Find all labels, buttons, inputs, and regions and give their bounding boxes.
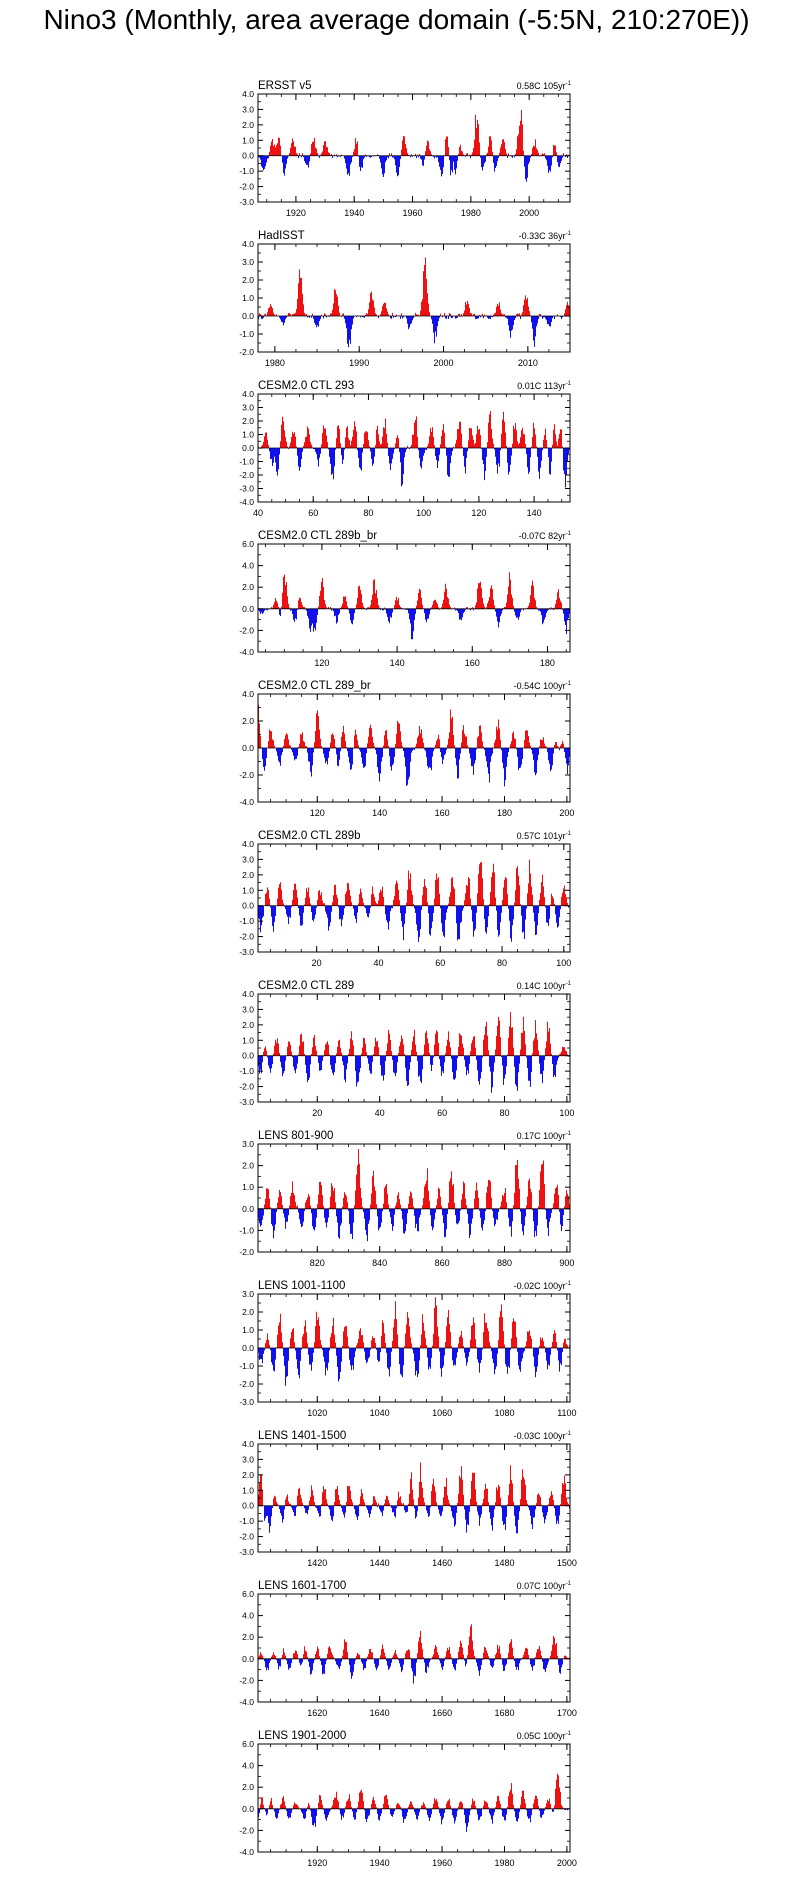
negative-bars xyxy=(258,906,569,942)
y-tick-label: -1.0 xyxy=(239,1066,254,1077)
negative-bars xyxy=(261,748,570,786)
trend-value: 0.14C 100yr xyxy=(516,981,566,991)
x-tick-label: 80 xyxy=(497,958,508,968)
x-tick-label: 100 xyxy=(559,1108,575,1118)
trend-exponent: -1 xyxy=(565,1281,571,1287)
y-tick-label: 4.0 xyxy=(242,689,254,699)
y-tick-label: -2.0 xyxy=(239,931,254,942)
y-tick-label: -2.0 xyxy=(239,1379,254,1389)
panel-title: LENS 1001-1100 xyxy=(258,1280,346,1292)
trend-exponent: -1 xyxy=(565,1431,571,1437)
y-tick-label: 3.0 xyxy=(242,1004,254,1015)
trend-exponent: -1 xyxy=(565,681,571,687)
plot-frame xyxy=(258,844,570,952)
positive-anomaly-bars xyxy=(263,1012,568,1056)
negative-anomaly-bars xyxy=(264,1659,563,1684)
y-tick-label: 6.0 xyxy=(242,1589,254,1599)
x-tick-label: 1440 xyxy=(369,1558,390,1568)
x-tick-label: 120 xyxy=(471,508,487,518)
negative-anomaly-bars xyxy=(258,316,564,347)
positive-anomaly-bars xyxy=(271,572,562,609)
negative-anomaly-bars xyxy=(258,1348,569,1386)
y-tick-label: -2.0 xyxy=(239,770,254,780)
x-tick-label: 1940 xyxy=(369,1858,390,1868)
y-tick-label: -4.0 xyxy=(239,797,254,807)
y-tick-label: 0.0 xyxy=(242,443,254,453)
chart-panel xyxy=(0,830,793,978)
y-tick-label: 2.0 xyxy=(242,275,254,285)
x-tick-label: 1660 xyxy=(432,1708,453,1718)
x-tick-label: 2000 xyxy=(519,208,540,218)
y-tick-label: 1.0 xyxy=(242,429,254,440)
x-tick-label: 1500 xyxy=(556,1558,577,1568)
x-tick-label: 20 xyxy=(311,958,322,968)
x-tick-label: 1960 xyxy=(432,1858,453,1868)
chart-svg xyxy=(0,1730,793,1878)
chart-svg xyxy=(0,1430,793,1578)
positive-bars xyxy=(269,110,569,156)
y-tick-label: -1.0 xyxy=(239,1225,254,1236)
chart-panel xyxy=(0,1130,793,1278)
x-tick-label: 1700 xyxy=(556,1708,577,1718)
y-tick-label: -3.0 xyxy=(239,1097,254,1107)
positive-anomaly-bars xyxy=(269,110,569,156)
negative-anomaly-bars xyxy=(258,156,570,182)
x-tick-label: 140 xyxy=(389,658,405,668)
negative-bars xyxy=(258,1809,569,1832)
chart-panel xyxy=(0,530,793,678)
negative-bars xyxy=(258,316,564,347)
x-tick-label: 100 xyxy=(416,508,432,518)
y-tick-label: -3.0 xyxy=(239,947,254,957)
negative-bars xyxy=(258,1348,569,1386)
y-tick-label: 2.0 xyxy=(242,416,254,426)
y-tick-label: 4.0 xyxy=(242,560,254,571)
x-tick-label: 20 xyxy=(312,1108,323,1118)
panel-title: CESM2.0 CTL 293 xyxy=(258,380,355,392)
x-tick-label: 1460 xyxy=(432,1558,453,1568)
trend-exponent: -1 xyxy=(565,531,571,537)
chart-svg xyxy=(0,80,793,228)
positive-anomaly-bars xyxy=(260,1774,570,1809)
chart-svg xyxy=(0,230,793,378)
y-tick-label: -4.0 xyxy=(239,497,254,507)
chart-svg xyxy=(0,1130,793,1278)
y-tick-label: 1.0 xyxy=(242,885,254,896)
trend-exponent: -1 xyxy=(565,1581,571,1587)
negative-anomaly-bars xyxy=(258,609,570,640)
panel-title: LENS 1901-2000 xyxy=(258,1730,347,1742)
positive-bars xyxy=(258,1463,569,1506)
trend-exponent: -1 xyxy=(565,81,571,87)
panel-title: LENS 801-900 xyxy=(258,1130,334,1142)
y-tick-label: 1.0 xyxy=(242,293,254,303)
trend-value: -0.03C 100yr xyxy=(513,1431,566,1441)
plot-frame xyxy=(258,544,570,652)
x-tick-label: 860 xyxy=(434,1258,450,1268)
chart-svg xyxy=(0,530,793,678)
x-tick-label: 160 xyxy=(434,808,450,818)
y-tick-label: 4.0 xyxy=(242,839,254,849)
y-tick-label: 2.0 xyxy=(242,1469,254,1480)
y-tick-label: 0.0 xyxy=(242,1653,254,1664)
y-tick-label: -3.0 xyxy=(239,197,254,207)
y-tick-label: 0.0 xyxy=(242,1500,254,1511)
chart-panel xyxy=(0,230,793,378)
y-tick-label: -1.0 xyxy=(239,329,254,339)
positive-anomaly-bars xyxy=(258,411,563,448)
trend-exponent: -1 xyxy=(565,1131,571,1137)
panel-title: LENS 1401-1500 xyxy=(258,1430,347,1442)
x-tick-label: 180 xyxy=(496,808,512,818)
y-tick-label: -1.0 xyxy=(239,1361,254,1371)
positive-bars xyxy=(264,1149,570,1209)
y-tick-label: 2.0 xyxy=(242,1307,254,1317)
x-tick-label: 1920 xyxy=(285,208,306,218)
x-tick-label: 880 xyxy=(496,1258,512,1268)
negative-anomaly-bars xyxy=(258,1056,570,1093)
y-tick-label: 3.0 xyxy=(242,1139,254,1149)
y-tick-label: -3.0 xyxy=(239,483,254,494)
chart-svg xyxy=(0,1280,793,1428)
y-tick-label: 1.0 xyxy=(242,1325,254,1335)
panel-title: CESM2.0 CTL 289_br xyxy=(258,680,371,692)
positive-anomaly-bars xyxy=(259,258,570,317)
y-tick-label: 0.0 xyxy=(242,150,254,161)
panel-title: ERSST v5 xyxy=(258,80,312,92)
x-tick-label: 1680 xyxy=(494,1708,515,1718)
trend-exponent: -1 xyxy=(565,831,571,837)
negative-anomaly-bars xyxy=(261,748,570,786)
y-tick-label: 0.0 xyxy=(242,1803,254,1814)
y-tick-label: 2.0 xyxy=(242,1782,254,1793)
y-tick-label: 0.0 xyxy=(242,1343,254,1353)
x-tick-label: 140 xyxy=(526,508,542,518)
x-tick-label: 1980 xyxy=(494,1858,515,1868)
negative-bars xyxy=(264,1659,563,1684)
x-tick-label: 840 xyxy=(372,1258,388,1268)
panel-title: CESM2.0 CTL 289b_br xyxy=(258,530,378,542)
negative-bars xyxy=(258,609,570,640)
y-tick-label: -2.0 xyxy=(239,1531,254,1542)
positive-anomaly-bars xyxy=(258,705,564,748)
x-tick-label: 1480 xyxy=(494,1558,515,1568)
plot-frame xyxy=(258,244,570,352)
chart-panel xyxy=(0,80,793,228)
y-tick-label: 0.0 xyxy=(242,743,254,753)
positive-bars xyxy=(264,860,570,906)
y-tick-label: -2.0 xyxy=(239,470,254,480)
chart-svg xyxy=(0,1580,793,1728)
x-tick-label: 140 xyxy=(372,808,388,818)
y-tick-label: 3.0 xyxy=(242,104,254,115)
x-tick-label: 60 xyxy=(308,508,319,518)
negative-anomaly-bars xyxy=(260,448,570,488)
x-tick-label: 160 xyxy=(464,658,480,668)
x-tick-label: 100 xyxy=(556,958,572,968)
trend-value: -0.07C 82yr xyxy=(518,531,566,541)
x-tick-label: 1940 xyxy=(344,208,365,218)
chart-svg xyxy=(0,830,793,978)
chart-panel xyxy=(0,380,793,528)
x-tick-label: 1040 xyxy=(369,1408,390,1418)
y-tick-label: 2.0 xyxy=(242,582,254,593)
y-tick-label: 2.0 xyxy=(242,119,254,130)
x-tick-label: 60 xyxy=(435,958,446,968)
positive-anomaly-bars xyxy=(258,1463,569,1506)
y-tick-label: 0.0 xyxy=(242,900,254,911)
x-tick-label: 80 xyxy=(499,1108,510,1118)
y-tick-label: -2.0 xyxy=(239,1675,254,1686)
y-tick-label: 6.0 xyxy=(242,539,254,549)
x-tick-label: 2000 xyxy=(556,1858,577,1868)
x-tick-label: 1960 xyxy=(402,208,423,218)
y-tick-label: 0.0 xyxy=(242,311,254,321)
y-tick-label: 4.0 xyxy=(242,239,254,249)
x-tick-label: 900 xyxy=(559,1258,575,1268)
panel-title: CESM2.0 CTL 289 xyxy=(258,980,355,992)
panel-title: LENS 1601-1700 xyxy=(258,1580,347,1592)
y-tick-label: 1.0 xyxy=(242,1485,254,1496)
x-tick-label: 1080 xyxy=(494,1408,515,1418)
trend-value: 0.57C 101yr xyxy=(516,831,566,841)
x-tick-label: 1640 xyxy=(369,1708,390,1718)
chart-panel xyxy=(0,1730,793,1878)
chart-panel xyxy=(0,680,793,828)
negative-bars xyxy=(258,1209,564,1241)
y-tick-label: 2.0 xyxy=(242,869,254,880)
y-tick-label: -2.0 xyxy=(239,625,254,636)
x-tick-label: 1100 xyxy=(557,1408,577,1418)
panel-title: CESM2.0 CTL 289b xyxy=(258,830,361,842)
y-tick-label: 4.0 xyxy=(242,989,254,999)
trend-exponent: -1 xyxy=(565,381,571,387)
chart-panel xyxy=(0,1430,793,1578)
y-tick-label: -2.0 xyxy=(239,347,254,357)
negative-anomaly-bars xyxy=(264,1506,570,1534)
y-tick-label: -2.0 xyxy=(239,1081,254,1092)
y-tick-label: 2.0 xyxy=(242,716,254,726)
plot-frame xyxy=(258,1144,570,1252)
x-tick-label: 40 xyxy=(373,958,384,968)
y-tick-label: -1.0 xyxy=(239,1516,254,1527)
y-tick-label: 4.0 xyxy=(242,1760,254,1771)
positive-anomaly-bars xyxy=(258,1624,570,1659)
y-tick-label: 3.0 xyxy=(242,402,254,413)
plot-frame xyxy=(258,94,570,202)
positive-bars xyxy=(258,705,564,748)
y-tick-label: 4.0 xyxy=(242,89,254,99)
trend-value: 0.58C 105yr xyxy=(516,81,566,91)
y-tick-label: -4.0 xyxy=(239,647,254,657)
y-tick-label: 4.0 xyxy=(242,1439,254,1449)
positive-bars xyxy=(263,1012,568,1056)
chart-panel xyxy=(0,1580,793,1728)
positive-bars xyxy=(265,1297,570,1348)
y-tick-label: -2.0 xyxy=(239,1825,254,1836)
chart-svg xyxy=(0,980,793,1128)
page-title: Nino3 (Monthly, area average domain (-5:5N, 210:270E)) xyxy=(43,4,750,35)
positive-bars xyxy=(258,411,563,448)
negative-bars xyxy=(260,448,570,488)
trend-value: -0.54C 100yr xyxy=(513,681,566,691)
positive-bars xyxy=(258,1624,570,1659)
y-tick-label: -4.0 xyxy=(239,1697,254,1707)
x-tick-label: 2010 xyxy=(517,358,538,368)
trend-value: -0.33C 36yr xyxy=(518,231,566,241)
x-tick-label: 2000 xyxy=(433,358,454,368)
positive-bars xyxy=(271,572,562,609)
x-tick-label: 80 xyxy=(363,508,374,518)
y-tick-label: -2.0 xyxy=(239,181,254,192)
chart-svg xyxy=(0,380,793,528)
y-tick-label: 6.0 xyxy=(242,1739,254,1749)
x-tick-label: 1980 xyxy=(460,208,481,218)
trend-value: 0.05C 100yr xyxy=(516,1731,566,1741)
y-tick-label: -1.0 xyxy=(239,166,254,177)
negative-anomaly-bars xyxy=(258,906,569,942)
negative-anomaly-bars xyxy=(258,1209,564,1241)
trend-exponent: -1 xyxy=(565,231,571,237)
negative-bars xyxy=(258,1056,570,1093)
y-tick-label: 0.0 xyxy=(242,1050,254,1061)
y-tick-label: 2.0 xyxy=(242,1632,254,1643)
x-tick-label: 1620 xyxy=(307,1708,328,1718)
positive-anomaly-bars xyxy=(265,1297,570,1348)
y-tick-label: 0.0 xyxy=(242,603,254,614)
y-tick-label: 3.0 xyxy=(242,1289,254,1299)
x-tick-label: 1980 xyxy=(264,358,285,368)
trend-exponent: -1 xyxy=(565,981,571,987)
y-tick-label: 3.0 xyxy=(242,257,254,267)
x-tick-label: 120 xyxy=(314,658,330,668)
x-tick-label: 1020 xyxy=(307,1408,328,1418)
x-tick-label: 820 xyxy=(309,1258,325,1268)
x-tick-label: 1990 xyxy=(349,358,370,368)
y-tick-label: 2.0 xyxy=(242,1160,254,1171)
positive-anomaly-bars xyxy=(264,1149,570,1209)
y-tick-label: 4.0 xyxy=(242,1610,254,1621)
y-tick-label: 1.0 xyxy=(242,135,254,146)
x-tick-label: 1920 xyxy=(307,1858,328,1868)
y-tick-label: -4.0 xyxy=(239,1847,254,1857)
y-tick-label: -2.0 xyxy=(239,1247,254,1257)
x-tick-label: 200 xyxy=(559,808,575,818)
x-tick-label: 120 xyxy=(309,808,325,818)
y-tick-label: 3.0 xyxy=(242,1454,254,1465)
x-tick-label: 180 xyxy=(539,658,555,668)
negative-bars xyxy=(264,1506,570,1534)
panel-title: HadISST xyxy=(258,230,305,242)
y-tick-label: 1.0 xyxy=(242,1035,254,1046)
negative-anomaly-bars xyxy=(258,1809,569,1832)
x-tick-label: 1420 xyxy=(307,1558,328,1568)
y-tick-label: 2.0 xyxy=(242,1019,254,1030)
y-tick-label: 0.0 xyxy=(242,1203,254,1214)
trend-value: 0.17C 100yr xyxy=(516,1131,566,1141)
y-tick-label: -1.0 xyxy=(239,456,254,467)
y-tick-label: -1.0 xyxy=(239,916,254,927)
x-tick-label: 40 xyxy=(374,1108,385,1118)
positive-anomaly-bars xyxy=(264,860,570,906)
trend-value: 0.07C 100yr xyxy=(516,1581,566,1591)
chart-svg xyxy=(0,680,793,828)
trend-exponent: -1 xyxy=(565,1731,571,1737)
y-tick-label: 3.0 xyxy=(242,854,254,865)
trend-value: -0.02C 100yr xyxy=(513,1281,566,1291)
y-tick-label: 4.0 xyxy=(242,389,254,399)
y-tick-label: 1.0 xyxy=(242,1182,254,1193)
negative-bars xyxy=(258,156,570,182)
y-tick-label: -3.0 xyxy=(239,1547,254,1557)
trend-value: 0.01C 113yr xyxy=(517,381,566,391)
chart-panel xyxy=(0,980,793,1128)
x-tick-label: 40 xyxy=(252,508,264,518)
x-tick-label: 60 xyxy=(437,1108,448,1118)
chart-panel xyxy=(0,1280,793,1428)
x-tick-label: 1060 xyxy=(432,1408,453,1418)
positive-bars xyxy=(259,258,570,317)
y-tick-label: -3.0 xyxy=(239,1397,254,1407)
positive-bars xyxy=(260,1774,570,1809)
